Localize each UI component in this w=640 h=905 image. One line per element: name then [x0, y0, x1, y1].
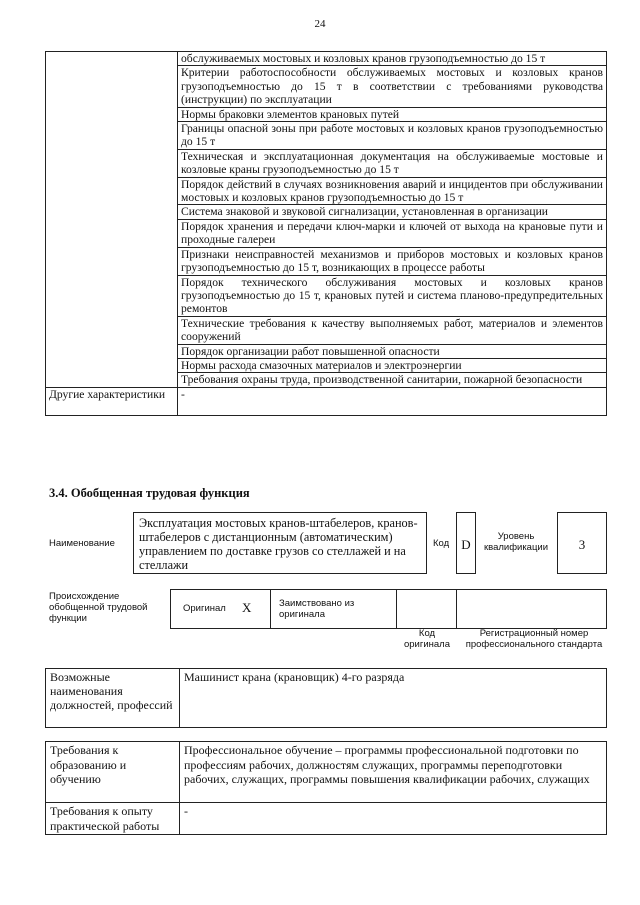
- knowledge-item: Нормы браковки элементов крановых путей: [178, 107, 607, 121]
- page-number: 24: [314, 18, 326, 30]
- knowledge-item: Техническая и эксплуатационная документация на обслуживаемые мостовые и козловые краны грузоподъемностью до 15 т: [178, 149, 607, 177]
- empty-label-cell: [46, 52, 178, 388]
- divider: [396, 590, 397, 628]
- professions-table: [45, 668, 607, 728]
- reg-number-caption: Регистрационный номер профессионального стандарта: [465, 628, 603, 650]
- code-label: Код: [433, 538, 450, 549]
- original-label: Оригинал: [183, 603, 226, 614]
- knowledge-item: Порядок организации работ повышенной опасности: [178, 344, 607, 358]
- other-characteristics-value: -: [178, 387, 607, 415]
- origin-label: Происхождение обобщенной трудовой функции: [49, 591, 148, 624]
- knowledge-item: Критерии работоспособности обслуживаемых мостовых и козловых кранов грузоподъемностью до 15 т в соответствии с требованиями руководства (инструкции) по эксплуатации: [178, 66, 607, 107]
- code-original-caption: Код оригинала: [403, 628, 450, 650]
- education-value: Профессиональное обучение – программы профессиональной подготовки по профессиям рабочих, должностям служащих, программы переподготовки рабочих, служащих, программы повышения квалификации рабочих, служащих: [180, 742, 607, 803]
- knowledge-item: Порядок действий в случаях возникновения аварий и инцидентов при обслуживании мостовых и козловых кранов грузоподъемностью до 15 т: [178, 177, 607, 205]
- divider: [456, 590, 457, 628]
- knowledge-item: Технические требования к качеству выполняемых работ, материалов и элементов сооружений: [178, 316, 607, 344]
- name-label: Наименование: [49, 538, 115, 549]
- section-heading: 3.4. Обобщенная трудовая функция: [49, 486, 250, 500]
- knowledge-item: Порядок технического обслуживания мостовых и козловых кранов грузоподъемностью до 15 т, крановых путей и система планово-предупредительных ремонтов: [178, 275, 607, 316]
- professions-value: Машинист крана (крановщик) 4-го разряда: [180, 669, 607, 728]
- knowledge-item: Признаки неисправностей механизмов и приборов мостовых и козловых кранов грузоподъемностью до 15 т, возникающих в процессе работы: [178, 247, 607, 275]
- experience-value: -: [180, 803, 607, 835]
- level-label: Уровень квалификации: [483, 531, 549, 553]
- code-value: D: [456, 512, 476, 574]
- function-name-value: Эксплуатация мостовых кранов-штабелеров, кранов-штабелеров с дистанционным (автоматическим) управлением по доставке грузов со стеллажей и на стеллажи: [133, 512, 427, 574]
- knowledge-item: Требования охраны труда, производственной санитарии, пожарной безопасности: [178, 373, 607, 387]
- knowledge-item: обслуживаемых мостовых и козловых кранов грузоподъемностью до 15 т: [178, 52, 607, 66]
- other-characteristics-label: Другие характеристики: [46, 387, 178, 415]
- knowledge-item: Система знаковой и звуковой сигнализации, установленная в организации: [178, 205, 607, 219]
- education-label: Требования к образованию и обучению: [46, 742, 180, 803]
- knowledge-item: Порядок хранения и передачи ключ-марки и ключей от выхода на крановые пути и проходные галереи: [178, 219, 607, 247]
- professions-label: Возможные наименования должностей, профессий: [46, 669, 180, 728]
- requirements-table: [45, 741, 607, 835]
- divider: [270, 590, 271, 628]
- experience-label: Требования к опыту практической работы: [46, 803, 180, 835]
- borrowed-label: Заимствовано из оригинала: [279, 598, 355, 620]
- knowledge-table: [45, 51, 607, 416]
- origin-box: [170, 589, 607, 629]
- knowledge-item: Нормы расхода смазочных материалов и электроэнергии: [178, 358, 607, 372]
- level-value: 3: [557, 512, 607, 574]
- original-mark: X: [242, 600, 252, 615]
- knowledge-item: Границы опасной зоны при работе мостовых и козловых кранов грузоподъемностью до 15 т: [178, 122, 607, 150]
